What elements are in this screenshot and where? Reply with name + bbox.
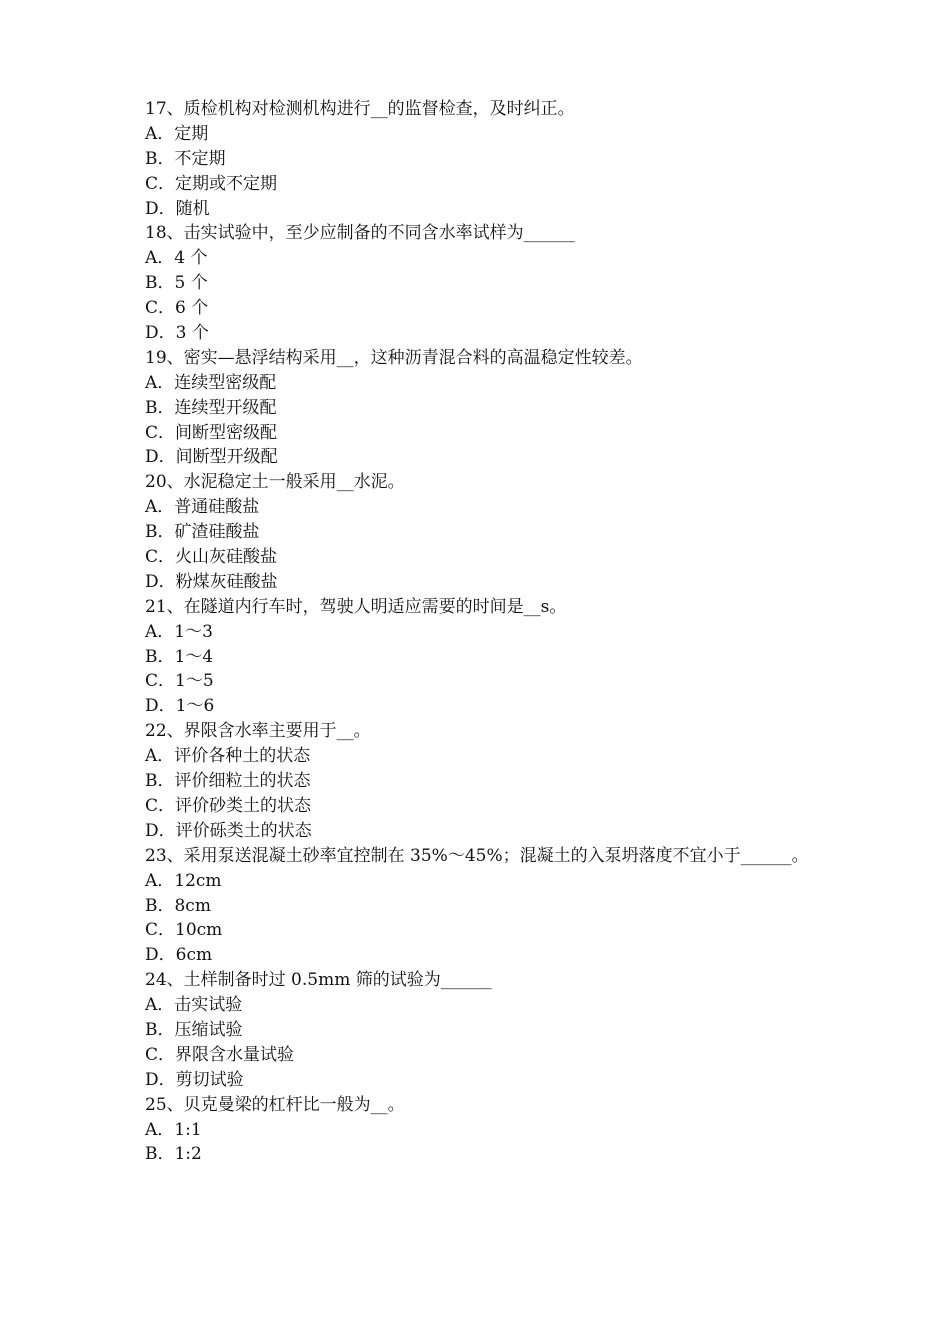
option-17-d: D．随机 [145,198,210,219]
option-24-b: B．压缩试验 [145,1019,243,1040]
question-17: 17、质检机构对检测机构进行__的监督检查，及时纠正。 [145,99,575,119]
option-20-c: C．火山灰硅酸盐 [145,547,278,568]
option-25-b: B．1:2 [145,1144,202,1165]
document-page [145,97,825,1167]
option-21-d: D．1～6 [145,696,215,717]
option-17-a: A．定期 [145,123,209,144]
option-22-d: D．评价砾类土的状态 [145,820,312,841]
question-18: 18、击实试验中，至少应制备的不同含水率试样为______ [145,223,575,244]
question-22: 22、界限含水率主要用于__。 [145,721,371,742]
option-17-b: B．不定期 [145,148,226,169]
option-24-a: A．击实试验 [145,995,243,1016]
option-23-b: B．8cm [145,895,211,916]
option-22-a: A．评价各种土的状态 [145,746,311,767]
option-20-d: D．粉煤灰硅酸盐 [145,571,278,592]
question-20: 20、水泥稳定土一般采用__水泥。 [145,472,405,493]
option-21-a: A．1～3 [145,621,213,642]
option-24-c: C．界限含水量试验 [145,1044,295,1065]
option-20-a: A．普通硅酸盐 [145,497,260,518]
question-19: 19、密实—悬浮结构采用__，这种沥青混合料的高温稳定性较差。 [145,347,643,368]
option-21-b: B．1～4 [145,646,214,667]
option-24-d: D．剪切试验 [145,1069,244,1090]
option-18-a: A．4 个 [145,248,208,269]
question-21: 21、在隧道内行车时，驾驶人明适应需要的时间是__s。 [145,596,567,617]
option-22-c: C．评价砂类土的状态 [145,795,312,816]
question-23: 23、采用泵送混凝土砂率宜控制在 35%～45%；混凝土的入泵坍落度不宜小于______。 [145,845,809,866]
option-20-b: B．矿渣硅酸盐 [145,522,260,543]
option-18-d: D．3 个 [145,323,209,344]
option-23-a: A．12cm [145,870,222,891]
option-21-c: C．1～5 [145,671,214,692]
option-19-b: B．连续型开级配 [145,397,277,418]
option-23-c: C．10cm [145,920,223,941]
option-17-c: C．定期或不定期 [145,173,278,194]
option-25-a: A．1:1 [145,1119,202,1140]
option-19-c: C．间断型密级配 [145,422,278,443]
option-22-b: B．评价细粒土的状态 [145,771,311,792]
option-19-a: A．连续型密级配 [145,372,277,393]
option-19-d: D．间断型开级配 [145,447,278,468]
option-18-c: C．6 个 [145,298,209,319]
question-25: 25、贝克曼梁的杠杆比一般为__。 [145,1094,405,1115]
option-23-d: D．6cm [145,945,213,966]
option-18-b: B．5 个 [145,273,208,294]
question-24: 24、土样制备时过 0.5mm 筛的试验为______ [145,970,492,991]
